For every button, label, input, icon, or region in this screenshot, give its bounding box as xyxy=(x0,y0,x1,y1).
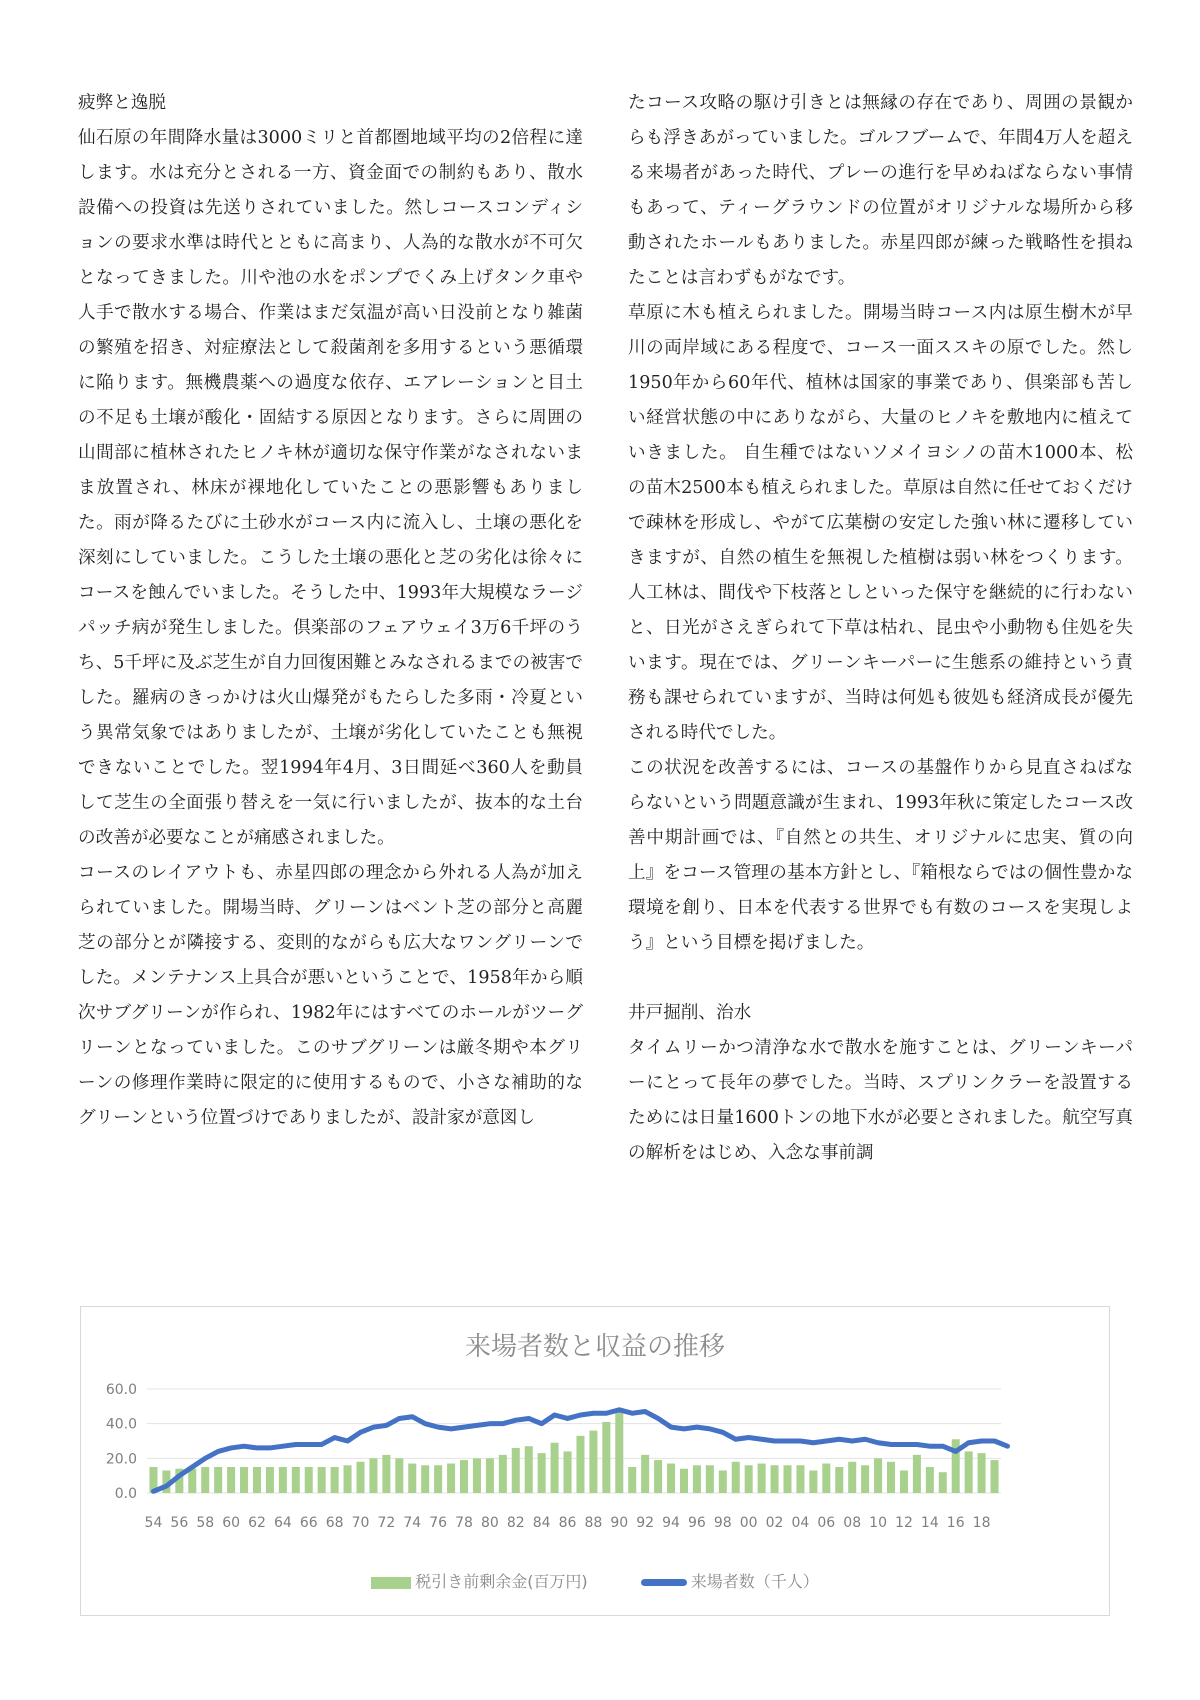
y-tick-label: 20.0 xyxy=(105,1451,137,1468)
bar xyxy=(900,1470,908,1493)
x-tick-label: 54 xyxy=(144,1515,163,1531)
bar xyxy=(965,1451,973,1493)
x-tick-label: 74 xyxy=(403,1515,422,1531)
bar xyxy=(939,1472,947,1493)
x-tick-label: 78 xyxy=(455,1515,473,1531)
x-tick-label: 60 xyxy=(222,1515,241,1531)
paragraph: タイムリーかつ清浄な水で散水を施すことは、グリーンキーパーにとって長年の夢でした。当時、スプリンクラーを設置するためには日量1600トンの地下水が必要とされました。航空写真の解析をはじめ、入念な事前調 xyxy=(628,1038,1133,1163)
bar xyxy=(279,1467,287,1493)
bar xyxy=(887,1462,895,1493)
right-column xyxy=(628,86,1133,1171)
bar xyxy=(602,1422,610,1493)
bar xyxy=(344,1465,352,1493)
x-tick-label: 86 xyxy=(558,1515,577,1531)
bar xyxy=(719,1470,727,1493)
bar xyxy=(421,1465,429,1493)
x-tick-label: 68 xyxy=(325,1515,344,1531)
bar xyxy=(240,1467,248,1493)
bar xyxy=(395,1458,403,1493)
x-tick-label: 76 xyxy=(429,1515,448,1531)
x-tick-label: 80 xyxy=(480,1515,499,1531)
x-tick-label: 92 xyxy=(636,1515,655,1531)
bar xyxy=(991,1460,999,1493)
bar xyxy=(693,1465,701,1493)
x-tick-label: 56 xyxy=(170,1515,189,1531)
bar xyxy=(667,1464,675,1493)
legend-label: 来場者数（千人） xyxy=(690,1572,819,1591)
x-tick-label: 94 xyxy=(662,1515,680,1531)
bar xyxy=(538,1453,546,1493)
x-tick-label: 58 xyxy=(196,1515,215,1531)
bar xyxy=(318,1467,326,1493)
y-tick-label: 0.0 xyxy=(114,1486,137,1502)
x-tick-label: 16 xyxy=(946,1515,965,1531)
paragraph: 草原に木も植えられました。開場当時コース内は原生樹木が早川の両岸域にある程度で、コース一面ススキの原でした。然し1950年から60年代、植林は国家的事業であり、倶楽部も苦しい経営状態の中にありながら、大量のヒノキを敷地内に植えていきました。 自生種ではないソメイヨシノの苗木1000本、松の苗木2500本も植えられました。草原は自然に任せておくだけで疎林を形成し、やがて広葉樹の安定した強い林に遷移していきますが、自然の植生を無視した植樹は弱い林をつくります。人工林は、間伐や下枝落としといった保守を継続的に行わないと、日光がさえぎられて下草は枯れ、昆虫や小動物も住処を失います。現在では、グリーンキーパーに生態系の維持という責務も課せられていますが、当時は何処も彼処も経済成長が優先される時代でした。 xyxy=(628,303,1133,743)
bar xyxy=(822,1464,830,1493)
bar xyxy=(783,1465,791,1493)
bar xyxy=(978,1453,986,1493)
bar xyxy=(499,1455,507,1493)
legend-label: 税引き前剰余金(百万円) xyxy=(415,1572,588,1591)
bar xyxy=(641,1455,649,1493)
bar xyxy=(305,1467,313,1493)
x-tick-label: 10 xyxy=(869,1515,887,1531)
x-tick-label: 82 xyxy=(506,1515,525,1531)
bar xyxy=(473,1458,481,1493)
spacer xyxy=(628,961,1133,996)
bar xyxy=(486,1458,494,1493)
x-tick-label: 18 xyxy=(972,1515,991,1531)
bar xyxy=(654,1460,662,1493)
bar xyxy=(758,1464,766,1493)
bar xyxy=(512,1448,520,1493)
x-tick-label: 72 xyxy=(377,1515,396,1531)
x-tick-label: 98 xyxy=(713,1515,732,1531)
bar xyxy=(201,1467,209,1493)
section-heading: 井戸掘削、治水 xyxy=(628,1003,752,1023)
bar xyxy=(913,1455,921,1493)
bar xyxy=(628,1467,636,1493)
x-tick-label: 12 xyxy=(895,1515,913,1531)
x-tick-label: 96 xyxy=(688,1515,706,1531)
bar xyxy=(576,1436,584,1493)
bar xyxy=(253,1467,261,1493)
bar xyxy=(732,1462,740,1493)
bar xyxy=(589,1431,597,1493)
bar xyxy=(848,1462,856,1493)
left-column xyxy=(78,86,583,1136)
x-tick-label: 70 xyxy=(351,1515,370,1531)
bar xyxy=(680,1469,688,1493)
bar xyxy=(214,1467,222,1493)
x-tick-label: 90 xyxy=(610,1515,629,1531)
x-tick-label: 88 xyxy=(584,1515,603,1531)
x-tick-label: 66 xyxy=(299,1515,318,1531)
bar xyxy=(809,1470,817,1493)
bar xyxy=(434,1465,442,1493)
bar xyxy=(292,1467,300,1493)
x-tick-label: 06 xyxy=(817,1515,836,1531)
bar xyxy=(796,1465,804,1493)
bar xyxy=(835,1467,843,1493)
paragraph: コースのレイアウトも、赤星四郎の理念から外れる人為が加えられていました。開場当時、グリーンはベント芝の部分と高麗芝の部分とが隣接する、変則的ながらも広大なワングリーンでした。メンテナンス上具合が悪いということで、1958年から順次サブグリーンが作られ、1982年にはすべてのホールがツーグリーンとなっていました。このサブグリーンは厳冬期や本グリーンの修理作業時に限定的に使用するもので、小さな補助的なグリーンという位置づけでありましたが、設計家が意図し xyxy=(78,863,583,1128)
x-tick-label: 00 xyxy=(739,1515,758,1531)
legend-item-surplus xyxy=(371,1569,588,1592)
bar xyxy=(551,1443,559,1493)
bar xyxy=(706,1465,714,1493)
bar xyxy=(227,1467,235,1493)
bar xyxy=(460,1460,468,1493)
bar xyxy=(861,1465,869,1493)
chart-legend xyxy=(81,1569,1109,1592)
bar xyxy=(874,1458,882,1493)
y-tick-label: 60.0 xyxy=(105,1382,137,1398)
legend-swatch-bar xyxy=(371,1577,411,1589)
bar xyxy=(331,1467,339,1493)
bar xyxy=(447,1464,455,1493)
bar xyxy=(382,1455,390,1493)
bar xyxy=(564,1451,572,1493)
bar xyxy=(615,1412,623,1493)
paragraph: 仙石原の年間降水量は3000ミリと首都圏地域平均の2倍程に達します。水は充分とされる一方、資金面での制約もあり、散水設備への投資は先送りされていました。然しコースコンディションの要求水準は時代とともに高まり、人為的な散水が不可欠となってきました。川や池の水をポンプでくみ上げタンク車や人手で散水する場合、作業はまだ気温が高い日没前となり雑菌の繁殖を招き、対症療法として殺菌剤を多用するという悪循環に陥ります。無機農薬への過度な依存、エアレーションと目土の不足も土壌が酸化・固結する原因となります。さらに周囲の山間部に植林されたヒノキ林が適切な保守作業がなされないまま放置され、林床が裸地化していたことの悪影響もありました。雨が降るたびに土砂水がコース内に流入し、土壌の悪化を深刻にしていました。こうした土壌の悪化と芝の劣化は徐々にコースを蝕んでいました。そうした中、1993年大規模なラージパッチ病が発生しました。倶楽部のフェアウェイ3万6千坪のうち、5千坪に及ぶ芝生が自力回復困難とみなされるまでの被害でした。羅病のきっかけは火山爆発がもたらした多雨・冷夏という異常気象ではありましたが、土壌が劣化していたことも無視できないことでした。翌1994年4月、3日間延べ360人を動員して芝生の全面張り替えを一気に行いましたが、抜本的な土台の改善が必要なことが痛感されました。 xyxy=(78,128,583,848)
bar xyxy=(745,1465,753,1493)
paragraph: たコース攻略の駆け引きとは無縁の存在であり、周囲の景観からも浮きあがっていました。ゴルフブームで、年間4万人を超える来場者があった時代、プレーの進行を早めねばならない事情もあって、ティーグラウンドの位置がオリジナルな場所から移動されたホールもありました。赤星四郎が練った戦略性を損ねたことは言わずもがなです。 xyxy=(628,93,1133,288)
legend-item-visitors xyxy=(641,1569,819,1592)
x-tick-label: 64 xyxy=(273,1515,292,1531)
combo-chart xyxy=(81,1307,1109,1567)
x-tick-label: 02 xyxy=(765,1515,784,1531)
legend-swatch-line xyxy=(641,1579,687,1586)
x-tick-label: 08 xyxy=(843,1515,862,1531)
bar xyxy=(525,1446,533,1493)
bar xyxy=(926,1467,934,1493)
bar xyxy=(266,1467,274,1493)
x-tick-label: 62 xyxy=(248,1515,266,1531)
bar xyxy=(771,1465,779,1493)
paragraph: この状況を改善するには、コースの基盤作りから見直さねばならないという問題意識が生まれ、1993年秋に策定したコース改善中期計画では、『自然との共生、オリジナルに忠実、質の向上』をコース管理の基本方針とし、『箱根ならではの個性豊かな環境を創り、日本を代表する世界でも有数のコースを実現しよう』という目標を掲げました。 xyxy=(628,758,1133,953)
chart-container xyxy=(80,1306,1110,1616)
x-tick-label: 14 xyxy=(920,1515,939,1531)
section-heading: 疲弊と逸脱 xyxy=(78,93,166,113)
x-tick-label: 04 xyxy=(791,1515,810,1531)
chart-title: 来場者数と収益の推移 xyxy=(464,1332,726,1362)
x-tick-label: 84 xyxy=(532,1515,551,1531)
bar xyxy=(188,1469,196,1493)
bar xyxy=(408,1464,416,1493)
y-tick-label: 40.0 xyxy=(105,1416,137,1433)
bar xyxy=(356,1462,364,1493)
bar xyxy=(369,1458,377,1493)
